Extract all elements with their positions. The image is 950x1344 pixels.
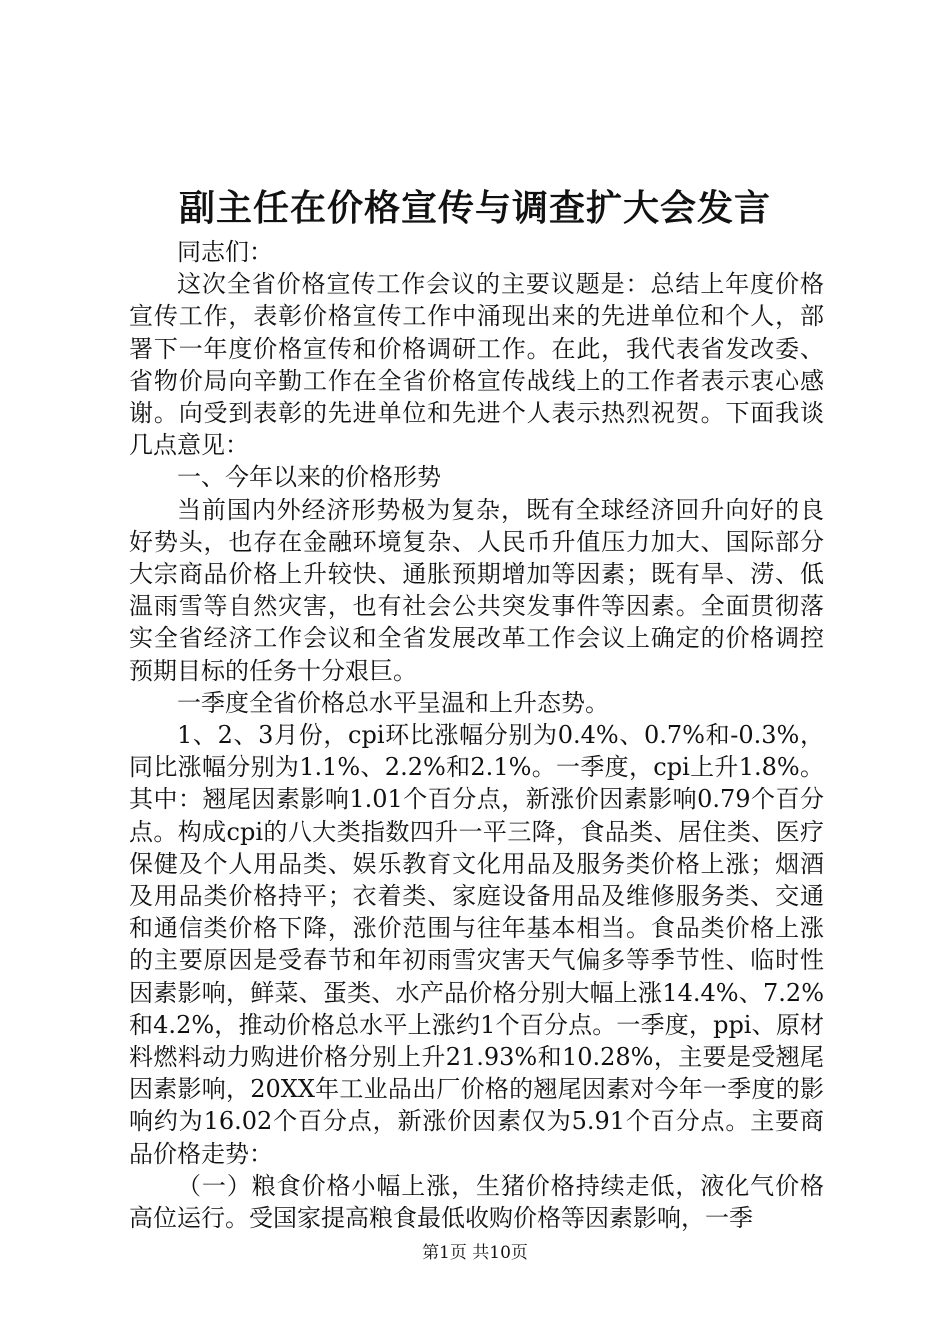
body-paragraph: 一季度全省价格总水平呈温和上升态势。 — [177, 688, 609, 717]
page-number: 第1页 共10页 — [422, 1243, 528, 1263]
document-body — [129, 236, 824, 1234]
body-paragraph: （一）粮食价格小幅上涨，生猪价格持续走低，液化气价格高位运行。受国家提高粮食最低收购价格等因素影响，一季 — [129, 1171, 824, 1233]
body-paragraph: 当前国内外经济形势极为复杂，既有全球经济回升向好的良好势头，也存在金融环境复杂、人民币升值压力加大、国际部分大宗商品价格上升较快、通胀预期增加等因素；既有旱、涝、低温雨雪等自然灾害，也有社会公共突发事件等因素。全面贯彻落实全省经济工作会议和全省发展改革工作会议上确定的价格调控预期目标的任务十分艰巨。 — [129, 495, 824, 685]
document-title: 副主任在价格宣传与调查扩大会发言 — [178, 187, 771, 229]
body-paragraph: 1、2、3月份，cpi环比涨幅分别为0.4%、0.7%和-0.3%，同比涨幅分别为1.1%、2.2%和2.1%。一季度，cpi上升1.8%。其中：翘尾因素影响1.01个百分点，新涨价因素影响0.79个百分点。构成cpi的八大类指数四升一平三降，食品类、居住类、医疗保健及个人用品类、娱乐教育文化用品及服务类价格上涨；烟酒及用品类价格持平；衣着类、家庭设备用品及维修服务类、交通和通信类价格下降，涨价范围与往年基本相当。食品类价格上涨的主要原因是受春节和年初雨雪灾害天气偏多等季节性、临时性因素影响，鲜菜、蛋类、水产品价格分别大幅上涨14.4%、7.2%和4.2%，推动价格总水平上涨约1个百分点。一季度，ppi、原材料燃料动力购进价格分别上升21.93%和10.28%，主要是受翘尾因素影响，20XX年工业品出厂价格的翘尾因素对今年一季度的影响约为16.02个百分点，新涨价因素仅为5.91个百分点。主要商品价格走势： — [129, 721, 824, 1168]
salutation-paragraph: 同志们： — [177, 238, 273, 266]
section-heading: 一、今年以来的价格形势 — [177, 463, 441, 492]
intro-paragraph: 这次全省价格宣传工作会议的主要议题是：总结上年度价格宣传工作，表彰价格宣传工作中涌现出来的先进单位和个人，部署下一年度价格宣传和价格调研工作。在此，我代表省发改委、省物价局向辛勤工作在全省价格宣传战线上的工作者表示衷心感谢。向受到表彰的先进单位和先进个人表示热烈祝贺。下面我谈几点意见： — [129, 270, 824, 460]
